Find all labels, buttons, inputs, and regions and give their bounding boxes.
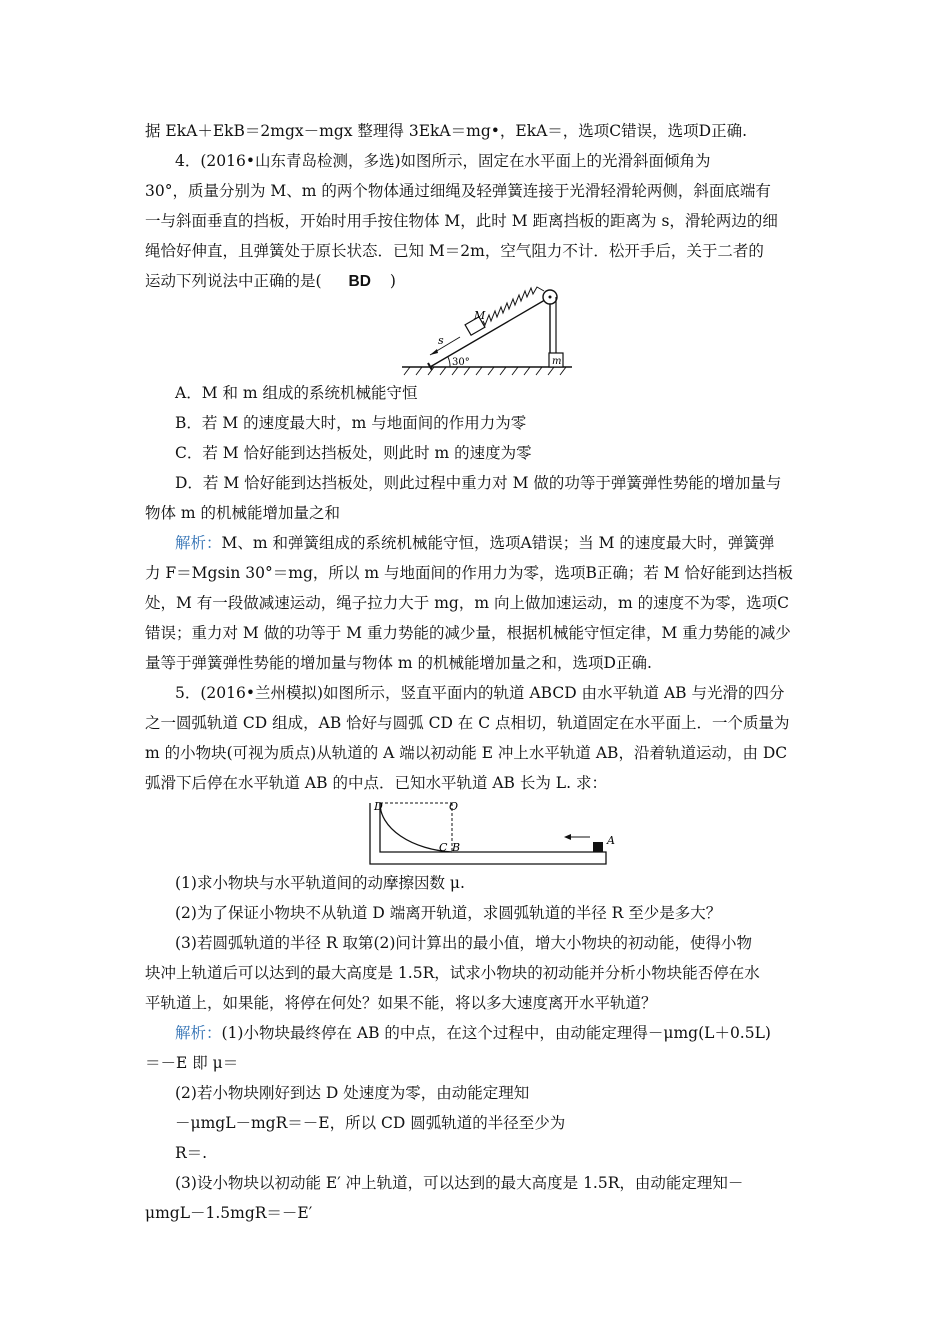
subquestion-2: (2)为了保证小物块不从轨道 D 端离开轨道，求圆弧轨道的半径 R 至少是多大？: [175, 904, 722, 922]
text-line: 弧滑下后停在水平轨道 AB 的中点．已知水平轨道 AB 长为 L. 求：: [145, 774, 607, 792]
text-line: 30°，质量分别为 M、m 的两个物体通过细绳及轻弹簧连接于光滑轻滑轮两侧，斜面底端有: [145, 182, 771, 200]
analysis-label: 解析：: [175, 534, 222, 552]
text-line: (3)设小物块以初动能 E′ 冲上轨道，可以达到的最大高度是 1.5R，由动能定理知－: [175, 1174, 744, 1192]
text-line: m 的小物块(可视为质点)从轨道的 A 端以初动能 E 冲上水平轨道 AB，沿着轨道运动，由 DC: [145, 744, 788, 762]
text-line: 一与斜面垂直的挡板，开始时用手按住物体 M，此时 M 距离挡板的距离为 s，滑轮两边的细: [145, 212, 778, 230]
text-line: 平轨道上，如果能，将停在何处？如果不能，将以多大速度离开水平轨道？: [145, 994, 657, 1012]
option-d: D．若 M 恰好能到达挡板处，则此过程中重力对 M 做的功等于弹簧弹性势能的增加量与: [175, 474, 782, 492]
question-5-line: 5．(2016•兰州模拟)如图所示，竖直平面内的轨道 ABCD 由水平轨道 AB 与光滑的四分: [175, 684, 785, 702]
text-line: ＝－E 即 μ＝: [145, 1054, 239, 1072]
text-line: 量等于弹簧弹性势能的增加量与物体 m 的机械能增加量之和，选项D正确.: [145, 654, 652, 672]
answer-close: ): [389, 272, 396, 290]
subquestion-3: (3)若圆弧轨道的半径 R 取第(2)问计算出的最小值，增大小物块的初动能，使得小物: [175, 934, 752, 952]
track-figure: [368, 800, 618, 868]
answer-value: BD: [348, 273, 371, 290]
text-line: 处，M 有一段做减速运动，绳子拉力大于 mg，m 向上做加速运动，m 的速度不为零，选项C: [145, 594, 789, 612]
text-line: 之一圆弧轨道 CD 组成，AB 恰好与圆弧 CD 在 C 点相切，轨道固定在水平面上．一个质量为: [145, 714, 790, 732]
analysis-line: [175, 1023, 771, 1043]
label-O: O: [449, 800, 459, 813]
text-line: (2)若小物块刚好到达 D 处速度为零，由动能定理知: [175, 1084, 530, 1102]
subquestion-1: (1)求小物块与水平轨道间的动摩擦因数 μ.: [175, 874, 465, 892]
analysis-line: [175, 533, 774, 553]
text-line: 块冲上轨道后可以达到的最大高度是 1.5R，试求小物块的初动能并分析小物块能否停在水: [145, 964, 760, 982]
analysis-label: 解析：: [175, 1024, 222, 1042]
label-D: D: [374, 800, 383, 813]
option-a: A．M 和 m 组成的系统机械能守恒: [175, 384, 418, 402]
label-m: m: [552, 356, 562, 367]
label-A: A: [607, 834, 615, 847]
text-line: 绳恰好伸直，且弹簧处于原长状态．已知 M＝2m，空气阻力不计．松开手后，关于二者的: [145, 242, 764, 260]
text-line: μmgL－1.5mgR＝－E′: [145, 1204, 313, 1222]
question-4-line: 4．(2016•山东青岛检测，多选)如图所示，固定在水平面上的光滑斜面倾角为: [175, 152, 711, 170]
analysis-text: (1)小物块最终停在 AB 的中点，在这个过程中，由动能定理得－μmg(L＋0.5L): [221, 1024, 771, 1042]
text-line: 力 F＝Mgsin 30°＝mg，所以 m 与地面间的作用力为零，选项B正确；若 M 恰好能到达挡板: [145, 564, 794, 582]
label-M: M: [474, 309, 486, 322]
text-line: 据 EkA＋EkB＝2mgx－mgx 整理得 3EkA＝mg•，EkA＝，选项C错误，选项D正确.: [145, 122, 748, 140]
label-s: s: [438, 334, 444, 347]
text-line: 错误；重力对 M 做的功等于 M 重力势能的减少量，根据机械能守恒定律，M 重力势能的减少: [145, 624, 791, 642]
prompt-text: 运动下列说法中正确的是(: [145, 272, 322, 290]
incline-figure: [392, 283, 580, 378]
analysis-text: M、m 和弹簧组成的系统机械能守恒，选项A错误；当 M 的速度最大时，弹簧弹: [221, 534, 775, 552]
question-4-prompt: [145, 271, 396, 292]
label-C: C: [439, 841, 448, 854]
label-angle: 30°: [452, 357, 470, 368]
text-line: 物体 m 的机械能增加量之和: [145, 504, 341, 522]
option-c: C．若 M 恰好能到达挡板处，则此时 m 的速度为零: [175, 444, 532, 462]
text-line: －μmgL－mgR＝－E，所以 CD 圆弧轨道的半径至少为: [175, 1114, 566, 1132]
text-line: R＝.: [175, 1144, 208, 1162]
label-B: B: [452, 841, 461, 854]
block: [593, 842, 603, 852]
option-b: B．若 M 的速度最大时，m 与地面间的作用力为零: [175, 414, 527, 432]
